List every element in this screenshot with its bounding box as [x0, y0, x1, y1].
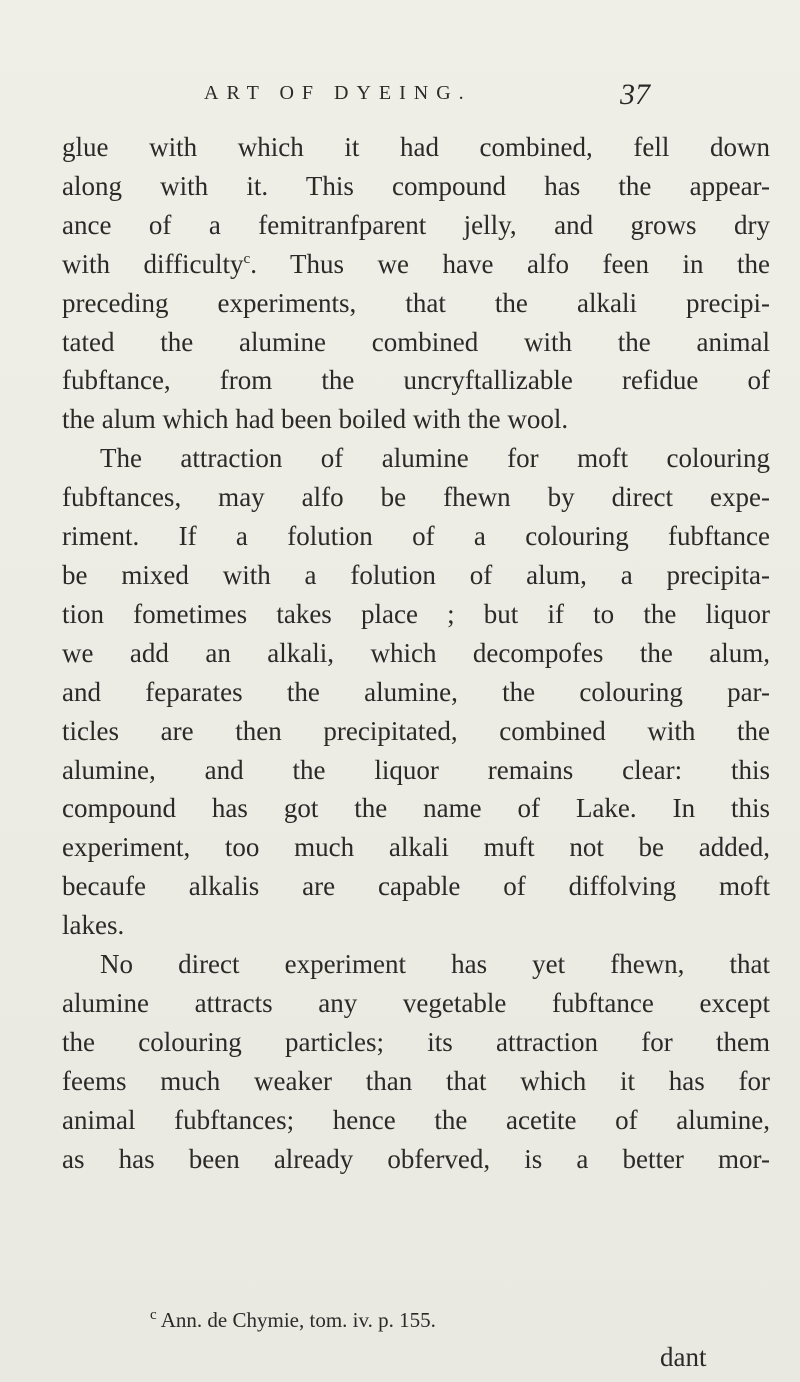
text-line: riment. If a folution of a colouring fubftance: [62, 521, 770, 552]
text-line: tion fometimes takes place ; but if to the liquor: [62, 598, 770, 629]
text-line: compound has got the name of Lake. In this: [62, 793, 770, 824]
footnote-reference: c: [243, 250, 251, 267]
footnote: [150, 1308, 436, 1333]
text-line: as has been already obferved, is a better mor-: [62, 1143, 770, 1174]
text-line: and feparates the alumine, the colouring par-: [62, 676, 770, 707]
page-number: 37: [620, 78, 650, 111]
text-line: alumine, and the liquor remains clear: this: [62, 754, 770, 785]
catchword: dant: [660, 1342, 707, 1372]
text-line: the colouring particles; its attraction for them: [62, 1026, 770, 1057]
text-line: tated the alumine combined with the animal: [62, 326, 770, 357]
text-line: becaufe alkalis are capable of diffolving moft: [62, 871, 770, 902]
text-line: ance of a femitranfparent jelly, and grows dry: [62, 209, 770, 240]
text-line: fubftances, may alfo be fhewn by direct expe-: [62, 482, 770, 513]
footnote-marker: c: [150, 1307, 157, 1323]
text-line: experiment, too much alkali muft not be added,: [62, 832, 770, 863]
text-line: we add an alkali, which decompofes the alum,: [62, 637, 770, 668]
text-line: alumine attracts any vegetable fubftance except: [62, 987, 770, 1018]
text-line: along with it. This compound has the appear-: [62, 170, 770, 201]
text-line: fubftance, from the uncryftallizable refidue of: [62, 365, 770, 396]
body-text: [62, 128, 770, 1178]
paragraph-start-line: No direct experiment has yet fhewn, that: [100, 949, 770, 980]
text-line: animal fubftances; hence the acetite of alumine,: [62, 1104, 770, 1135]
running-title: ART OF DYEING.: [204, 82, 472, 104]
text-line: glue with which it had combined, fell down: [62, 132, 770, 162]
footnote-text: Ann. de Chymie, tom. iv. p. 155.: [160, 1308, 436, 1332]
text-line: [62, 245, 770, 284]
text-line: lakes.: [62, 910, 125, 941]
text-line: the alum which had been boiled with the wool.: [62, 404, 569, 435]
text-line: preceding experiments, that the alkali precipi-: [62, 287, 770, 318]
text-line: ticles are then precipitated, combined with the: [62, 715, 770, 746]
text-line: feems much weaker than that which it has for: [62, 1065, 770, 1096]
text-line-end: . Thus we have alfo feen in the: [250, 248, 770, 279]
text-line: be mixed with a folution of alum, a precipita-: [62, 559, 770, 590]
text-line-start: with difficulty: [62, 248, 244, 279]
paragraph-start-line: The attraction of alumine for moft colouring: [100, 443, 770, 474]
